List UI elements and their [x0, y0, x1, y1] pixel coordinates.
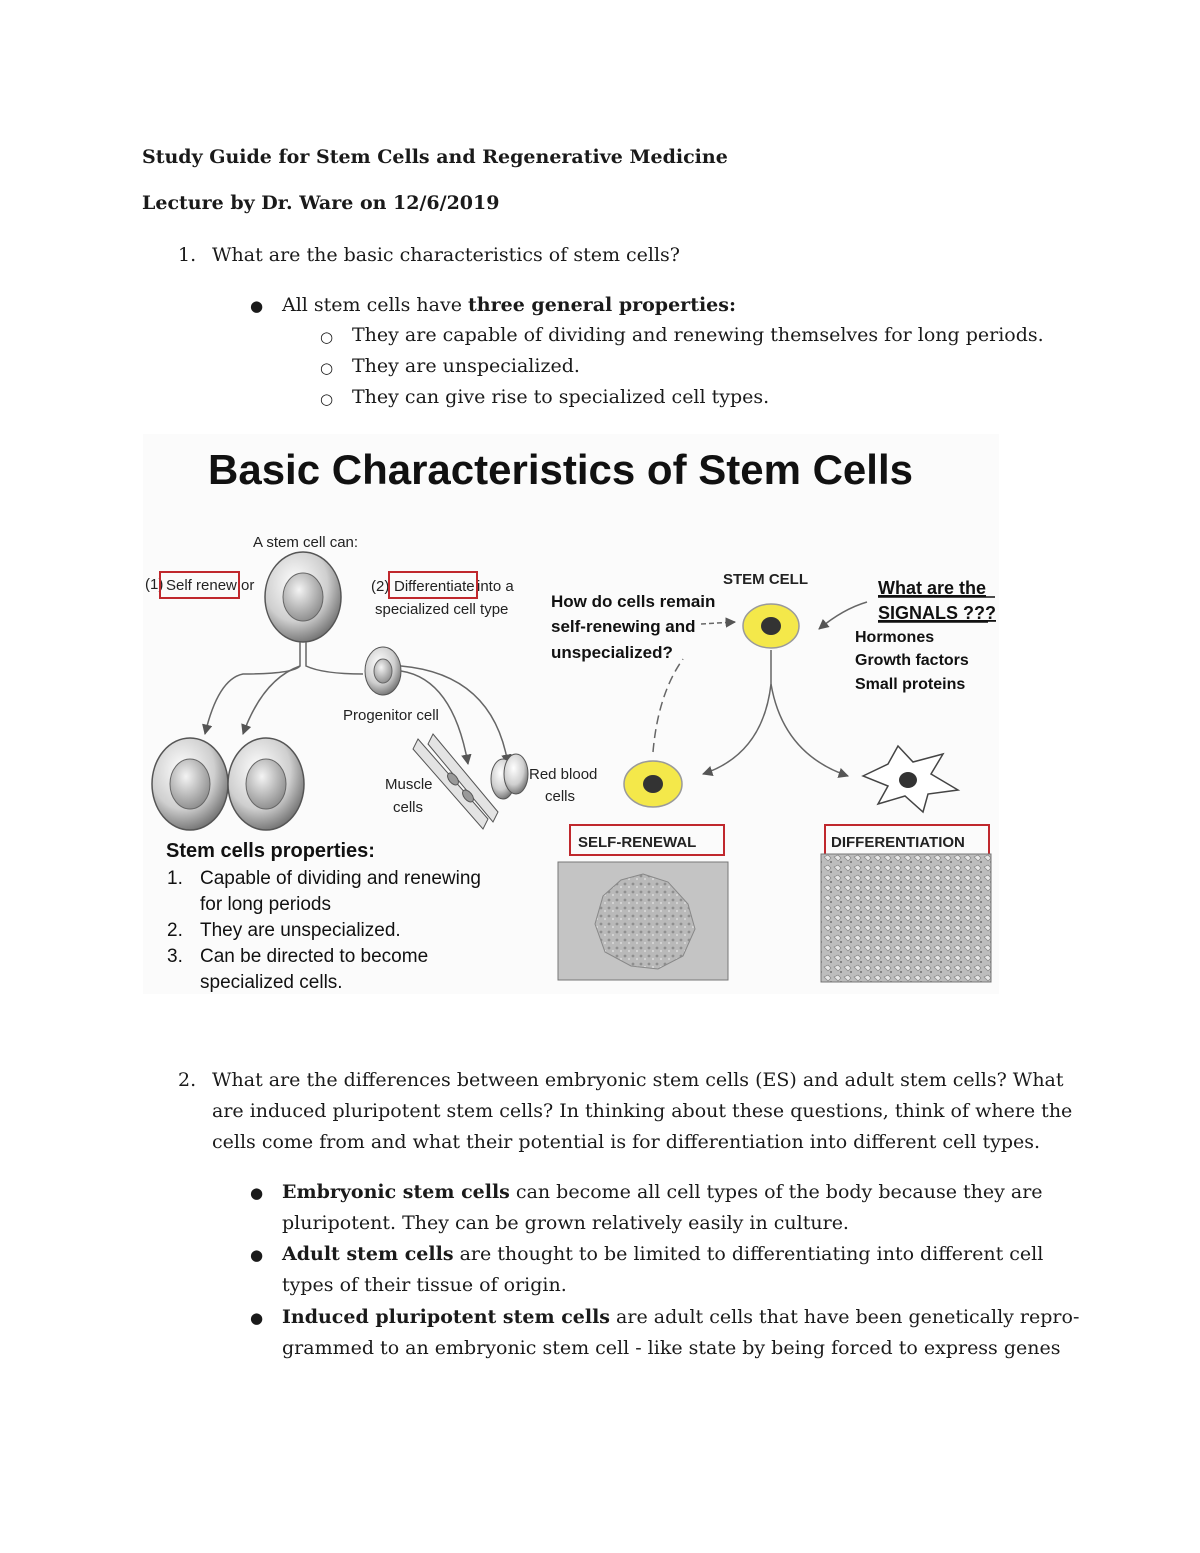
property-number: 1. [167, 868, 183, 889]
stem-cell-label: STEM CELL [723, 571, 808, 588]
document-title: Study Guide for Stem Cells and Regenerative Medicine [142, 146, 728, 168]
self-renewal-culture-image [558, 862, 728, 980]
question-line: unspecialized? [551, 643, 673, 662]
self-renewal-cell-icon [624, 761, 682, 807]
question-line: How do cells remain [551, 592, 716, 611]
property-number: 3. [167, 946, 183, 967]
adult-cells-line1 [282, 1239, 1043, 1270]
signals-line: SIGNALS ??? [878, 603, 996, 623]
signal-type: Small proteins [855, 676, 966, 693]
signals-line: What are the [878, 578, 987, 598]
option-2-line2: specialized cell type [375, 601, 509, 618]
option-2-suffix: into a [477, 578, 514, 595]
bullet-icon: ● [250, 1309, 264, 1327]
bullet-icon: ● [250, 1184, 264, 1202]
option-1-suffix: or [241, 577, 255, 594]
property-text: specialized cells. [200, 972, 343, 993]
question-line: self-renewing and [551, 617, 696, 636]
bullet-bold-text: three general properties: [468, 294, 736, 316]
figure-title: Basic Characteristics of Stem Cells [208, 446, 913, 493]
property-text: They are unspecialized. [200, 920, 401, 941]
option-1-label: Self renew [166, 577, 237, 594]
option-2-prefix: (2) [371, 578, 390, 595]
property-number: 2. [167, 920, 183, 941]
es-cells-line1 [282, 1177, 1043, 1208]
sub-bullet-icon: ○ [320, 390, 334, 408]
muscle-label-2: cells [393, 799, 424, 816]
definition: can become all cell types of the body because they are [509, 1181, 1043, 1203]
property-text: Can be directed to become [200, 946, 429, 967]
question-2-line: What are the differences between embryonic stem cells (ES) and adult stem cells? What [212, 1069, 1064, 1091]
muscle-label-1: Muscle [385, 776, 433, 793]
yellow-stem-cell-icon [743, 604, 799, 648]
bullet-prefix: All stem cells have [282, 294, 469, 316]
bullet-item [250, 290, 263, 322]
lecture-info: Lecture by Dr. Ware on 12/6/2019 [142, 192, 500, 214]
question-number: 1. [178, 244, 197, 266]
sub-item: They are capable of dividing and renewing themselves for long periods. [352, 324, 1044, 346]
question-2-line: are induced pluripotent stem cells? In thinking about these questions, think of where the [212, 1100, 1073, 1122]
question-number: 2. [178, 1069, 197, 1091]
question-text: What are the basic characteristics of stem cells? [212, 244, 680, 266]
es-cells-line2: pluripotent. They can be grown relatively easily in culture. [282, 1212, 849, 1234]
differentiation-label: DIFFERENTIATION [831, 834, 965, 851]
properties-heading: Stem cells properties: [166, 840, 375, 862]
sub-bullet-icon: ○ [320, 359, 334, 377]
adult-cells-line2: types of their tissue of origin. [282, 1274, 567, 1296]
property-text: for long periods [200, 894, 331, 915]
term: Embryonic stem cells [282, 1181, 510, 1203]
question-2-line: cells come from and what their potential is for differentiation into different cell types. [212, 1131, 1041, 1153]
definition: are adult cells that have been genetically repro- [610, 1306, 1080, 1328]
option-2-label: Differentiate [394, 578, 475, 595]
signal-type: Growth factors [855, 652, 969, 669]
definition: are thought to be limited to differentiating into different cell [453, 1243, 1044, 1265]
self-renewal-label: SELF-RENEWAL [578, 834, 697, 851]
bullet-icon: ● [250, 1246, 264, 1264]
bullet-icon: ● [250, 297, 264, 315]
rbc-label-1: Red blood [529, 766, 598, 783]
question-1 [178, 240, 680, 271]
option-1-prefix: (1) [145, 576, 164, 593]
ips-cells-line2: grammed to an embryonic stem cell - like state by being forced to express genes [282, 1337, 1061, 1359]
daughter-cell-icon [152, 738, 228, 830]
stem-cell-can-heading: A stem cell can: [253, 534, 359, 551]
sub-item: They are unspecialized. [352, 355, 580, 377]
question-2 [178, 1065, 196, 1096]
signal-type: Hormones [855, 629, 935, 646]
term: Adult stem cells [282, 1243, 454, 1265]
progenitor-cell-icon [365, 647, 401, 695]
stem-cell-figure [143, 434, 999, 994]
sub-item: They can give rise to specialized cell types. [352, 386, 770, 408]
differentiation-culture-image [821, 854, 991, 982]
ips-cells-line1 [282, 1302, 1079, 1333]
progenitor-label: Progenitor cell [343, 707, 439, 724]
bullet-text [282, 290, 736, 321]
sub-bullet-icon: ○ [320, 328, 334, 346]
term: Induced pluripotent stem cells [282, 1306, 611, 1328]
property-text: Capable of dividing and renewing [200, 868, 481, 889]
stem-cell-icon [265, 552, 341, 642]
daughter-cell-icon [228, 738, 304, 830]
rbc-label-2: cells [545, 788, 576, 805]
